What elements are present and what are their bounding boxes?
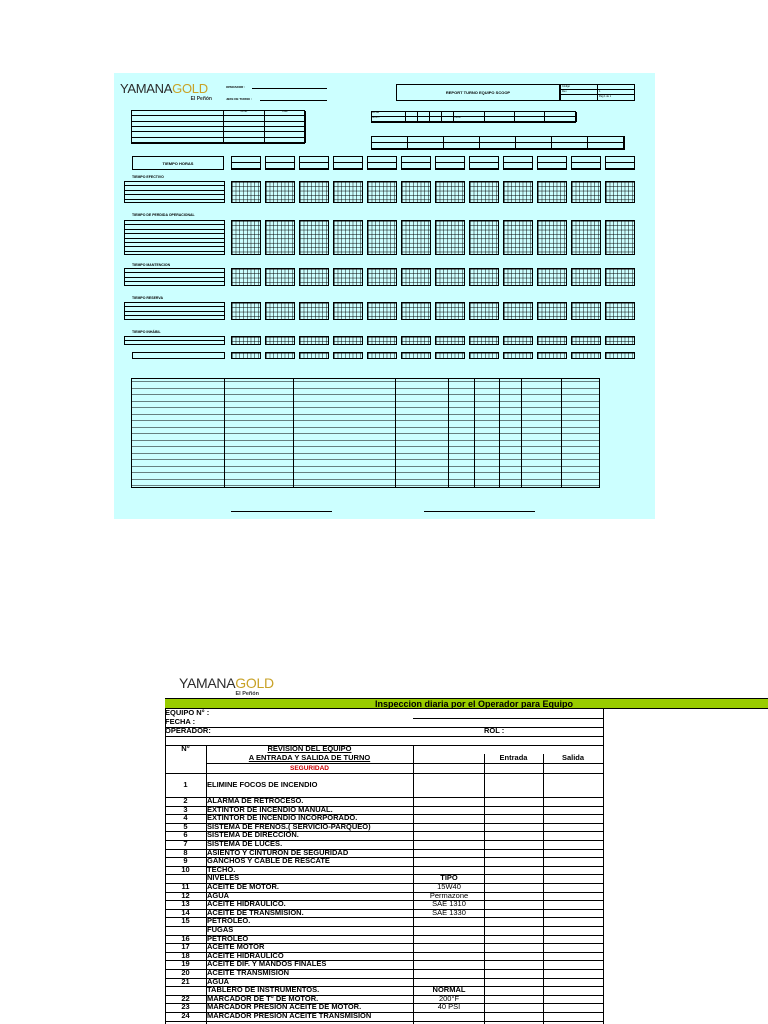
item-label: AGUA bbox=[207, 890, 230, 900]
time-grid-box[interactable] bbox=[265, 220, 295, 255]
item-value: NORMAL bbox=[432, 985, 466, 995]
item-number: 16 bbox=[181, 933, 190, 943]
inspection-item-row bbox=[165, 773, 603, 797]
n-header: N° bbox=[181, 744, 190, 753]
time-grid-box[interactable] bbox=[571, 268, 601, 286]
time-grid-box[interactable] bbox=[503, 220, 533, 255]
time-grid-box[interactable] bbox=[605, 268, 635, 286]
time-grid-box[interactable] bbox=[605, 181, 635, 203]
time-grid-box[interactable] bbox=[435, 181, 465, 203]
item-value: SAE 1330 bbox=[432, 907, 466, 917]
time-grid-box[interactable] bbox=[333, 220, 363, 255]
item-number: 20 bbox=[181, 968, 190, 977]
causa-table bbox=[371, 136, 625, 150]
item-label: ACEITE HIDRAULICO bbox=[207, 950, 284, 960]
yamana-gold-logo-2: YAMANAGOLD El Peñón bbox=[179, 675, 274, 697]
time-slot-cell bbox=[299, 156, 329, 170]
jefe-turno-field[interactable] bbox=[260, 100, 327, 101]
time-slot-cell bbox=[333, 156, 363, 170]
time-grid-box[interactable] bbox=[605, 220, 635, 255]
section-description-block bbox=[124, 336, 225, 345]
time-grid-box[interactable] bbox=[571, 302, 601, 320]
time-grid-box[interactable] bbox=[333, 302, 363, 320]
time-grid-box[interactable] bbox=[231, 336, 261, 345]
time-grid-box[interactable] bbox=[571, 220, 601, 255]
time-grid-box[interactable] bbox=[469, 302, 499, 320]
time-grid-box[interactable] bbox=[605, 336, 635, 345]
fecha-grupo-table: FECHA GRUPO TURNO bbox=[371, 111, 576, 123]
time-grid-box[interactable] bbox=[469, 336, 499, 345]
time-grid-box[interactable] bbox=[231, 220, 261, 255]
item-number: 3 bbox=[183, 804, 188, 814]
time-grid-box[interactable] bbox=[469, 220, 499, 255]
firma-operador-line[interactable] bbox=[231, 511, 332, 512]
resumen-box[interactable] bbox=[333, 352, 363, 359]
time-grid-box[interactable] bbox=[299, 336, 329, 345]
item-label: SISTEMA DE LUCES. bbox=[207, 839, 283, 848]
item-label: ACEITE TRANSMISION bbox=[207, 968, 290, 977]
time-grid-box[interactable] bbox=[299, 181, 329, 203]
item-label: ACEITE DIF. Y MANDOS FINALES bbox=[207, 959, 327, 969]
item-number: 17 bbox=[181, 942, 190, 952]
resumen-box[interactable] bbox=[469, 352, 499, 359]
resumen-box[interactable] bbox=[503, 352, 533, 359]
operador-field[interactable] bbox=[252, 88, 327, 89]
item-number: 22 bbox=[181, 993, 190, 1003]
time-slot-cell bbox=[231, 156, 261, 170]
item-number: 15 bbox=[181, 916, 190, 926]
item-label: MARCADOR PRESION ACEITE TRANSMISION bbox=[207, 1011, 372, 1020]
resumen-box[interactable] bbox=[605, 352, 635, 359]
section-title-efectivo: TIEMPO EFECTIVO bbox=[132, 175, 164, 179]
item-number: 8 bbox=[183, 847, 188, 857]
time-grid-box[interactable] bbox=[435, 336, 465, 345]
time-grid-box[interactable] bbox=[605, 302, 635, 320]
row-divider bbox=[165, 1021, 603, 1022]
time-slot-cell bbox=[401, 156, 431, 170]
item-label: ACEITE DE TRANSMISION. bbox=[207, 907, 304, 917]
item-number: 1 bbox=[183, 780, 188, 789]
inspection-title: Inspeccion diaria por el Operador para Equipo bbox=[375, 699, 574, 709]
time-grid-box[interactable] bbox=[367, 336, 397, 345]
time-grid-box[interactable] bbox=[469, 181, 499, 203]
shift-report-form bbox=[114, 73, 655, 519]
resumen-box[interactable] bbox=[299, 352, 329, 359]
section-description-block bbox=[124, 181, 225, 203]
time-slot-cell bbox=[435, 156, 465, 170]
time-grid-box[interactable] bbox=[333, 268, 363, 286]
horometer-table: INICIAL FINAL bbox=[131, 110, 305, 144]
item-number: 18 bbox=[181, 950, 190, 960]
item-number: 14 bbox=[181, 907, 190, 917]
item-label: PETROLEO bbox=[207, 933, 249, 943]
item-number: 10 bbox=[181, 864, 190, 874]
tiempo-horas-label: TIEMPO HORAS bbox=[132, 156, 224, 170]
time-grid-box[interactable] bbox=[503, 181, 533, 203]
item-label: EXTINTOR DE INCENDIO INCORPORADO. bbox=[207, 813, 358, 823]
inspection-title-bar bbox=[165, 698, 768, 709]
time-grid-box[interactable] bbox=[401, 302, 431, 320]
resumen-box[interactable] bbox=[435, 352, 465, 359]
item-label: GANCHOS Y CABLE DE RESCATE bbox=[207, 856, 330, 866]
time-slot-cell bbox=[537, 156, 567, 170]
time-grid-box[interactable] bbox=[537, 181, 567, 203]
section-title-reserva: TIEMPO RESERVA bbox=[132, 296, 163, 300]
item-label: MARCADOR PRESION ACEITE DE MOTOR. bbox=[207, 1002, 362, 1012]
item-number: 4 bbox=[183, 813, 188, 823]
inspection-item-row bbox=[165, 1012, 603, 1021]
item-label: ACEITE HIDRAULICO. bbox=[207, 899, 286, 909]
item-label: ELIMINE FOCOS DE INCENDIO bbox=[207, 780, 318, 789]
item-number: 23 bbox=[181, 1002, 190, 1012]
section-description-block bbox=[124, 268, 225, 286]
item-number: 2 bbox=[183, 796, 188, 805]
item-value: Permazone bbox=[429, 890, 469, 900]
item-number: 21 bbox=[181, 976, 190, 986]
item-label: FUGAS bbox=[207, 925, 234, 934]
time-slot-cell bbox=[265, 156, 295, 170]
time-grid-box[interactable] bbox=[435, 220, 465, 255]
item-value: 40 PSI bbox=[437, 1002, 461, 1012]
time-grid-box[interactable] bbox=[537, 336, 567, 345]
time-grid-box[interactable] bbox=[265, 336, 295, 345]
section-title-inhabil: TIEMPO INHÁBIL bbox=[132, 330, 161, 334]
time-grid-box[interactable] bbox=[469, 268, 499, 286]
document-code-box: Código Rev. 1 Pag 1 de 1 bbox=[560, 84, 635, 101]
time-grid-box[interactable] bbox=[503, 302, 533, 320]
time-grid-box[interactable] bbox=[299, 302, 329, 320]
time-grid-box[interactable] bbox=[435, 268, 465, 286]
item-label: NIVELES bbox=[207, 873, 240, 883]
section-description-block bbox=[124, 302, 225, 320]
time-grid-box[interactable] bbox=[299, 220, 329, 255]
firma-jefe-line[interactable] bbox=[424, 511, 535, 512]
resumen-box[interactable] bbox=[537, 352, 567, 359]
item-label: TECHO. bbox=[207, 864, 236, 874]
item-label: ALARMA DE RETROCESO. bbox=[207, 796, 304, 805]
yamana-gold-logo: YAMANAGOLD El Peñón bbox=[120, 81, 212, 102]
time-grid-box[interactable] bbox=[367, 181, 397, 203]
time-grid-box[interactable] bbox=[265, 181, 295, 203]
puntos-operacion-table[interactable] bbox=[131, 378, 600, 488]
entrada-header: Entrada bbox=[499, 753, 528, 762]
item-number: 13 bbox=[181, 899, 190, 909]
time-grid-box[interactable] bbox=[503, 268, 533, 286]
section-description-block bbox=[124, 220, 225, 255]
time-grid-box[interactable] bbox=[367, 268, 397, 286]
time-grid-box[interactable] bbox=[265, 268, 295, 286]
inspection-item-row bbox=[165, 883, 603, 892]
resumen-box[interactable] bbox=[265, 352, 295, 359]
resumen-box[interactable] bbox=[401, 352, 431, 359]
operador-label: OPERADOR : bbox=[226, 85, 246, 89]
resumen-box[interactable] bbox=[367, 352, 397, 359]
item-label: SISTEMA DE DIRECCION. bbox=[207, 830, 299, 840]
item-value: TIPO bbox=[440, 873, 458, 883]
time-grid-box[interactable] bbox=[571, 336, 601, 345]
revision-subheader: A ENTRADA Y SALIDA DE TURNO bbox=[248, 753, 371, 762]
salida-header: Salida bbox=[561, 753, 585, 762]
item-label: EXTINTOR DE INCENDIO MANUAL. bbox=[207, 804, 333, 814]
item-value: 200°F bbox=[438, 993, 460, 1003]
item-number: 12 bbox=[181, 890, 190, 900]
item-label: ASIENTO Y CINTURON DE SEGURIDAD bbox=[207, 847, 349, 857]
time-slot-cell bbox=[571, 156, 601, 170]
time-slot-cell bbox=[605, 156, 635, 170]
seguridad-label: SEGURIDAD bbox=[289, 765, 329, 772]
time-slot-cell bbox=[367, 156, 397, 170]
item-label: ACEITE MOTOR bbox=[207, 942, 265, 952]
operador-label-2: OPERADOR: bbox=[165, 726, 211, 735]
time-grid-box[interactable] bbox=[435, 302, 465, 320]
time-grid-box[interactable] bbox=[231, 181, 261, 203]
item-label: AGUA bbox=[207, 976, 230, 986]
report-title: REPORT TURNO EQUIPO SCOOP bbox=[396, 84, 560, 101]
time-grid-box[interactable] bbox=[503, 336, 533, 345]
item-value: SAE 1310 bbox=[432, 899, 466, 909]
time-grid-box[interactable] bbox=[537, 302, 567, 320]
time-slot-cell bbox=[469, 156, 499, 170]
time-grid-box[interactable] bbox=[537, 268, 567, 286]
revision-header: REVISION DEL EQUIPO bbox=[267, 744, 352, 753]
item-number: 11 bbox=[181, 882, 190, 891]
item-number: 19 bbox=[181, 959, 190, 969]
section-title-mantencion: TIEMPO MANTENCION bbox=[132, 263, 171, 267]
rol-label: ROL : bbox=[484, 726, 505, 735]
item-number: 9 bbox=[183, 856, 188, 866]
time-grid-box[interactable] bbox=[401, 181, 431, 203]
fecha-label: FECHA : bbox=[165, 717, 196, 726]
time-grid-box[interactable] bbox=[231, 302, 261, 320]
equipo-label: EQUIPO N° : bbox=[165, 708, 210, 717]
item-number: 24 bbox=[181, 1011, 190, 1020]
item-number: 6 bbox=[183, 830, 188, 840]
time-grid-box[interactable] bbox=[333, 336, 363, 345]
time-grid-box[interactable] bbox=[231, 268, 261, 286]
item-label: ACEITE DE MOTOR. bbox=[207, 882, 279, 891]
time-grid-box[interactable] bbox=[537, 220, 567, 255]
time-grid-box[interactable] bbox=[333, 181, 363, 203]
resumen-box[interactable] bbox=[231, 352, 261, 359]
item-label: PETROLEO. bbox=[207, 916, 251, 926]
time-grid-box[interactable] bbox=[367, 220, 397, 255]
item-number: 5 bbox=[183, 821, 188, 831]
time-grid-box[interactable] bbox=[401, 268, 431, 286]
item-label: SISTEMA DE FRENOS.( SERVICIO-PARQUEO) bbox=[207, 821, 371, 831]
time-slot-cell bbox=[503, 156, 533, 170]
time-grid-box[interactable] bbox=[299, 268, 329, 286]
time-grid-box[interactable] bbox=[401, 220, 431, 255]
jefe-turno-label: JEFE DE TURNO : bbox=[226, 97, 252, 101]
item-value: 15W40 bbox=[437, 882, 461, 891]
resumen-label-box bbox=[132, 352, 225, 359]
time-grid-box[interactable] bbox=[367, 302, 397, 320]
item-number: 7 bbox=[183, 839, 188, 848]
item-label: TABLERO DE INSTRUMENTOS. bbox=[207, 985, 320, 995]
item-label: MARCADOR DE T° DE MOTOR. bbox=[207, 993, 319, 1003]
time-grid-box[interactable] bbox=[401, 336, 431, 345]
time-grid-box[interactable] bbox=[571, 181, 601, 203]
resumen-box[interactable] bbox=[571, 352, 601, 359]
time-grid-box[interactable] bbox=[265, 302, 295, 320]
inspection-item-row bbox=[165, 969, 603, 978]
section-title-perdida: TIEMPO DE PERDIDA OPERACIONAL bbox=[132, 213, 195, 217]
